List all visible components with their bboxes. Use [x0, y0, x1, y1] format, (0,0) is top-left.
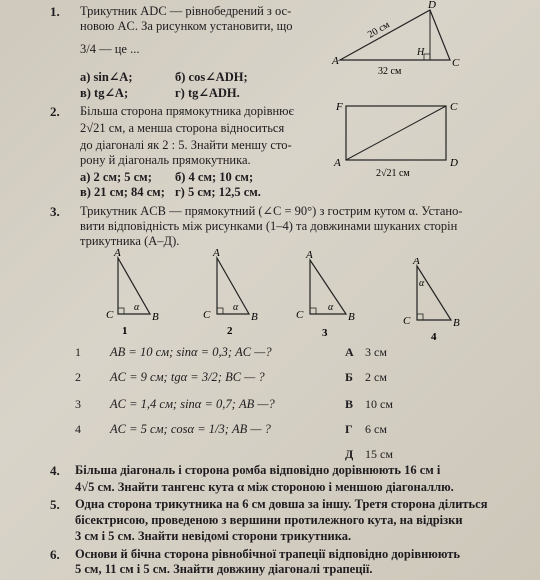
problem-3-number: 3.: [50, 204, 60, 219]
problem-5-line-1: Одна сторона трикутника на 6 см довша за іншу. Третя сторона ділиться: [75, 497, 488, 511]
label-b: B: [348, 311, 355, 323]
problem-3-figure-4: [395, 258, 475, 350]
problem-2-option-b: б) 4 см; 10 см;: [175, 170, 254, 184]
label-d: D: [428, 0, 436, 11]
problem-1-option-c: в) tg∠A;: [80, 86, 129, 100]
row-condition: AB = 10 см; sinα = 0,3; AC —?: [110, 345, 272, 359]
label-a: A: [114, 248, 121, 259]
problem-3-figure-2: [195, 248, 270, 340]
row-condition: AC = 5 см; cosα = 1/3; AB — ?: [110, 422, 271, 436]
answer-value: 6 см: [365, 422, 387, 436]
problem-4-line-1: Більша діагональ і сторона ромба відповідно дорівнюють 16 см і: [75, 463, 441, 477]
problem-3-figure-1: [100, 248, 170, 340]
answer-value: 2 см: [365, 370, 387, 384]
label-base-32: 32 см: [378, 66, 402, 77]
answer-value: 15 см: [365, 447, 393, 461]
label-h: H: [417, 47, 425, 58]
answer-letter: Г: [345, 422, 353, 436]
label-c: C: [296, 309, 304, 321]
problem-6-number: 6.: [50, 547, 60, 562]
problem-3-line-1: Трикутник ACB — прямокутний (∠C = 90°) з гострим кутом α. Устано-: [80, 204, 463, 218]
label-c: C: [450, 101, 458, 113]
problem-5-line-3: 3 см і 5 см. Знайти невідомі сторони трикутника.: [75, 529, 352, 543]
label-a: A: [213, 248, 220, 259]
problem-2-option-c: в) 21 см; 84 см;: [80, 185, 165, 199]
right-angle-mark-2: [217, 308, 223, 314]
problem-2-number: 2.: [50, 104, 60, 119]
problem-3-figure-3: [290, 248, 365, 340]
problem-1-number: 1.: [50, 4, 60, 19]
answer-value: 3 см: [365, 345, 387, 359]
problem-2-line-1: Більша сторона прямокутника дорівнює: [80, 104, 294, 118]
problem-1-option-d: г) tg∠ADH.: [175, 86, 240, 100]
label-c: C: [106, 309, 114, 321]
figure-number-4: 4: [431, 331, 437, 343]
label-alpha: α: [134, 302, 140, 313]
problem-3-line-3: трикутника (А–Д).: [80, 234, 180, 248]
problem-2-line-2: 2√21 см, а менша сторона відноситься: [80, 121, 285, 135]
label-side-20: 20 см: [366, 19, 392, 41]
label-alpha: α: [419, 278, 425, 289]
problem-1-line-3: 3/4 — це ...: [80, 42, 140, 56]
label-d: D: [450, 157, 458, 169]
problem-1-line-1: Трикутник ADC — рівнобедрений з ос-: [80, 4, 292, 18]
figure-number-2: 2: [227, 325, 233, 337]
label-c: C: [403, 315, 411, 327]
label-a: A: [332, 55, 339, 67]
problem-2-option-a: а) 2 см; 5 см;: [80, 170, 152, 184]
label-f: F: [336, 101, 343, 113]
row-number: 1: [75, 345, 81, 359]
row-number: 4: [75, 422, 81, 436]
right-angle-mark-3: [310, 308, 316, 314]
row-number: 3: [75, 397, 81, 411]
problem-1-line-2: новою AC. За рисунком установити, що: [80, 19, 293, 33]
problem-3-line-2: вити відповідність між рисунками (1–4) та довжинами шуканих сторін: [80, 219, 458, 233]
row-number: 2: [75, 370, 81, 384]
label-b: B: [152, 311, 159, 323]
row-condition: AC = 9 см; tgα = 3/2; BC — ?: [110, 370, 265, 384]
answer-value: 10 см: [365, 397, 393, 411]
label-a: A: [306, 249, 313, 261]
triangle-4: [417, 266, 451, 320]
triangle-adc: [340, 10, 450, 60]
problem-2-line-3: до діагоналі як 2 : 5. Знайти меншу сто-: [80, 138, 292, 152]
problem-2-line-4: рону й діагональ прямокутника.: [80, 153, 251, 167]
label-base: 2√21 см: [376, 168, 410, 179]
answer-letter: Б: [345, 370, 353, 384]
label-a: A: [413, 258, 420, 267]
problem-2-figure: [330, 98, 470, 184]
problem-2-option-d: г) 5 см; 12,5 см.: [175, 185, 261, 199]
problem-5-line-2: бісектрисою, проведеною з вершини протилежного кута, на відрізки: [75, 513, 463, 527]
problem-6-line-1: Основи й бічна сторона рівнобічної трапеції відповідно дорівнюють: [75, 547, 460, 561]
answer-letter: А: [345, 345, 354, 359]
problem-5-number: 5.: [50, 497, 60, 512]
label-alpha: α: [233, 302, 239, 313]
right-angle-mark: [424, 54, 430, 60]
right-angle-mark-1: [118, 308, 124, 314]
label-c: C: [203, 309, 211, 321]
label-c: C: [452, 57, 460, 69]
problem-4-number: 4.: [50, 463, 60, 478]
problem-1-figure: [330, 0, 460, 82]
problem-1-option-b: б) cos∠ADH;: [175, 70, 248, 84]
problem-4-line-2: 4√5 см. Знайти тангенс кута α між стороною і меншою діагоналлю.: [75, 480, 454, 494]
problem-6-line-2: 5 см, 11 см і 5 см. Знайти довжину діагоналі трапеції.: [75, 562, 373, 576]
right-angle-mark-4: [417, 314, 423, 320]
answer-letter: Д: [345, 447, 354, 461]
figure-number-3: 3: [322, 327, 328, 339]
figure-number-1: 1: [122, 325, 128, 337]
row-condition: AC = 1,4 см; sinα = 0,7; AB —?: [110, 397, 275, 411]
label-b: B: [251, 311, 258, 323]
problem-1-option-a: а) sin∠A;: [80, 70, 133, 84]
label-b: B: [453, 317, 460, 329]
label-a: A: [334, 157, 341, 169]
diagonal-ac: [346, 106, 446, 160]
label-alpha: α: [328, 302, 334, 313]
answer-letter: В: [345, 397, 354, 411]
